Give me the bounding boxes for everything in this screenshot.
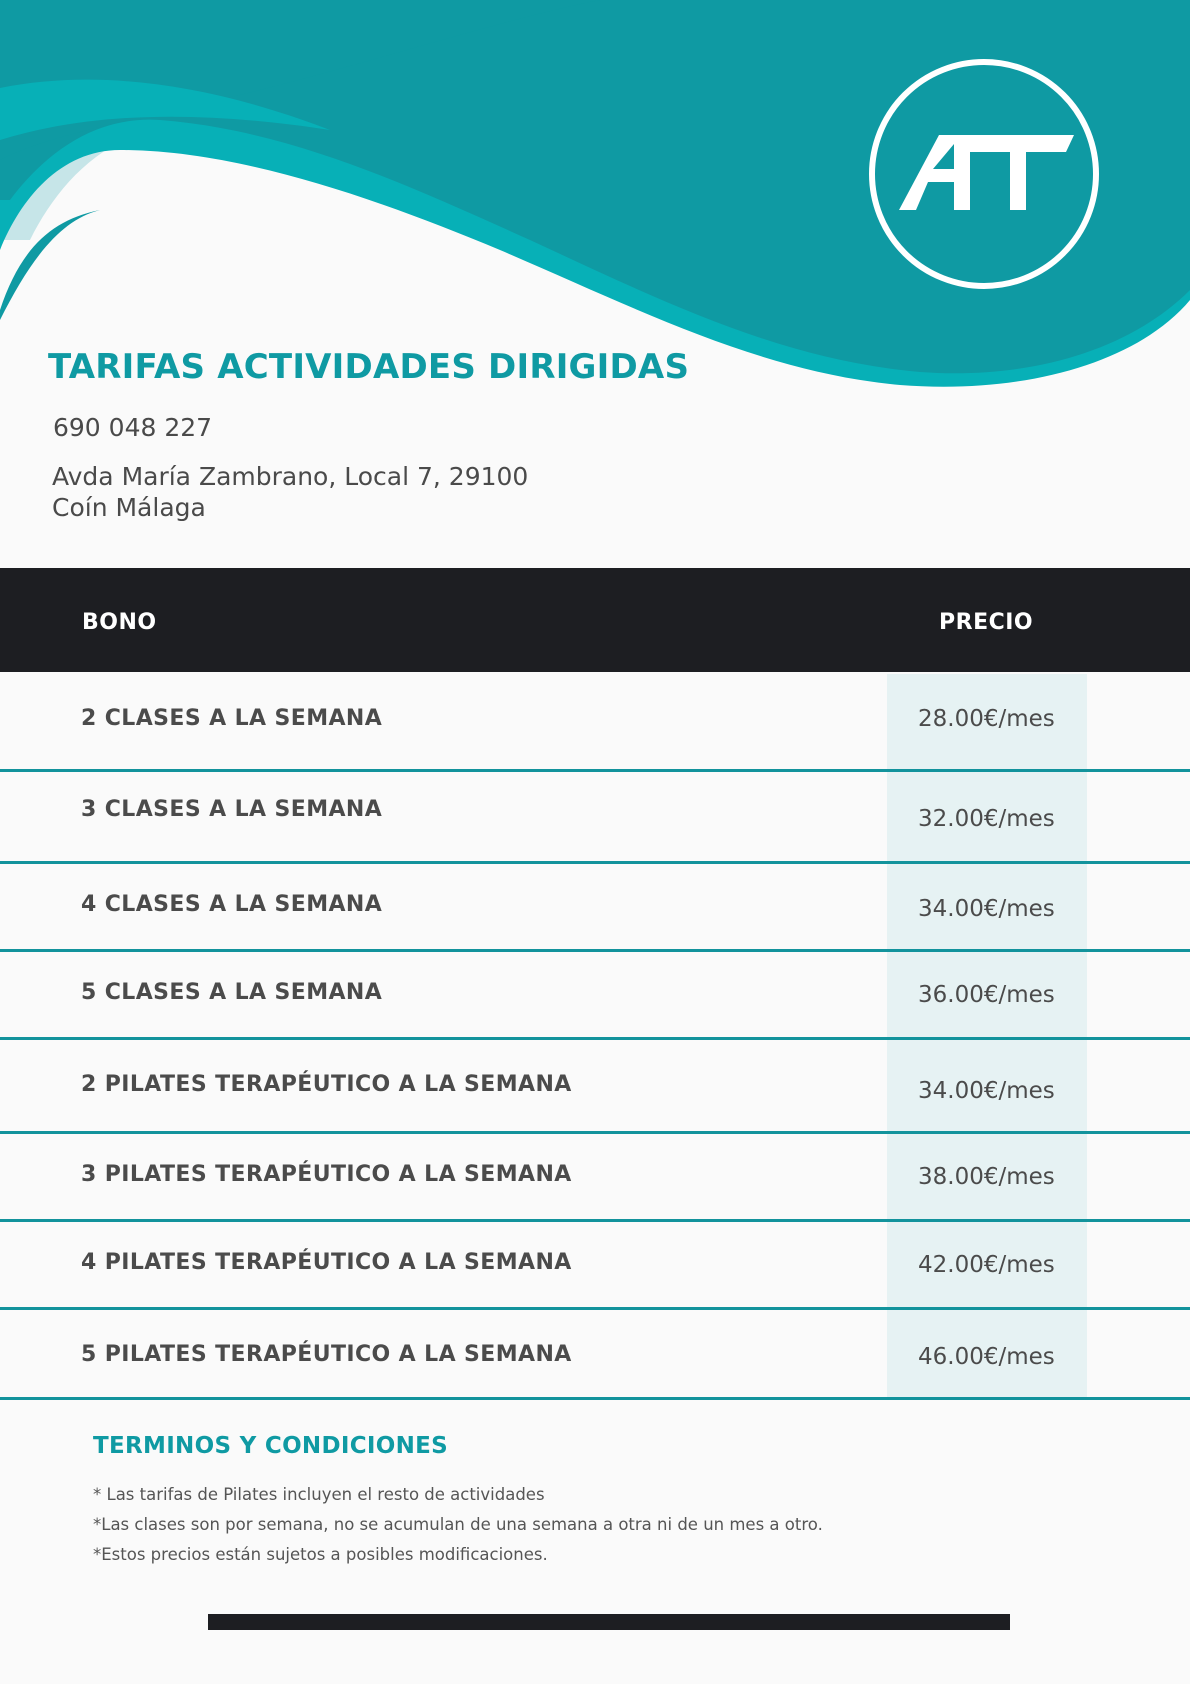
row-name: 3 PILATES TERAPÉUTICO A LA SEMANA: [81, 1162, 572, 1187]
header-bono: BONO: [82, 610, 157, 635]
price-table: [0, 672, 1190, 1400]
row-price: 34.00€/mes: [918, 1078, 1055, 1104]
footer-bar: [208, 1614, 1010, 1630]
header-precio: PRECIO: [939, 610, 1034, 635]
table-row: [0, 672, 1190, 772]
address: [52, 461, 528, 523]
table-row: [0, 952, 1190, 1040]
row-name: 5 CLASES A LA SEMANA: [81, 980, 383, 1005]
row-name: 2 CLASES A LA SEMANA: [81, 706, 383, 731]
row-name: 2 PILATES TERAPÉUTICO A LA SEMANA: [81, 1072, 572, 1097]
phone-number: 690 048 227: [53, 413, 213, 442]
row-name: 3 CLASES A LA SEMANA: [81, 797, 383, 822]
logo-letters: AT: [866, 56, 868, 57]
row-price: 34.00€/mes: [918, 896, 1055, 922]
row-name: 4 CLASES A LA SEMANA: [81, 892, 383, 917]
table-row: [0, 1134, 1190, 1222]
table-row: [0, 772, 1190, 864]
row-price: 28.00€/mes: [918, 706, 1055, 732]
terms-item: *Las clases son por semana, no se acumulan de una semana a otra ni de un mes a otro.: [93, 1515, 823, 1534]
logo: [866, 56, 1102, 292]
row-name: 5 PILATES TERAPÉUTICO A LA SEMANA: [81, 1342, 572, 1367]
table-header: [0, 568, 1190, 672]
row-price: 32.00€/mes: [918, 806, 1055, 832]
page-title: TARIFAS ACTIVIDADES DIRIGIDAS: [48, 347, 690, 387]
table-row: [0, 1310, 1190, 1400]
table-row: [0, 864, 1190, 952]
row-price: 42.00€/mes: [918, 1252, 1055, 1278]
terms-item: *Estos precios están sujetos a posibles modificaciones.: [93, 1545, 548, 1564]
table-row: [0, 1040, 1190, 1134]
address-line-2: Coín Málaga: [52, 493, 206, 522]
terms-list: [93, 1480, 823, 1570]
row-name: 4 PILATES TERAPÉUTICO A LA SEMANA: [81, 1250, 572, 1275]
address-line-1: Avda María Zambrano, Local 7, 29100: [52, 462, 529, 491]
row-price: 36.00€/mes: [918, 982, 1055, 1008]
row-price: 38.00€/mes: [918, 1164, 1055, 1190]
row-price: 46.00€/mes: [918, 1344, 1055, 1370]
table-row: [0, 1222, 1190, 1310]
terms-item: * Las tarifas de Pilates incluyen el resto de actividades: [93, 1485, 545, 1504]
terms-title: TERMINOS Y CONDICIONES: [93, 1433, 449, 1459]
